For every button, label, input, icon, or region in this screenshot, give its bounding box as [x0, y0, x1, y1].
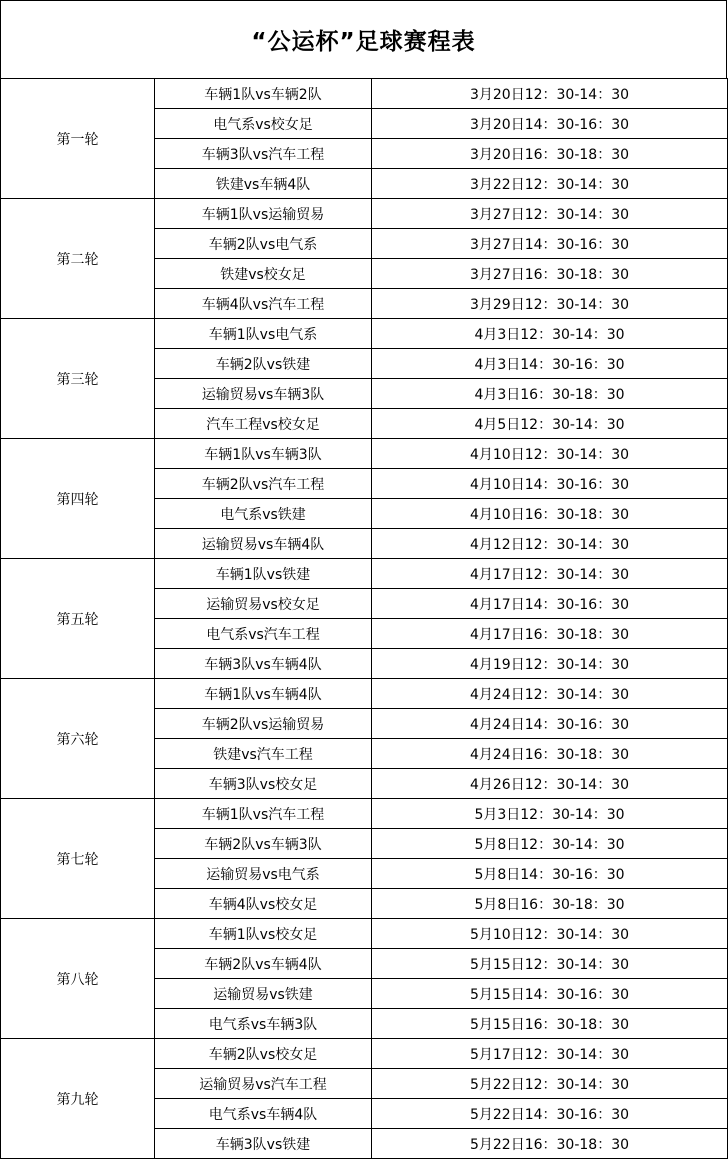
- match-teams: 运输贸易vs车辆3队: [155, 379, 372, 409]
- match-teams: 电气系vs车辆4队: [155, 1099, 372, 1129]
- match-teams: 车辆2队vs电气系: [155, 229, 372, 259]
- round-label: 第六轮: [1, 679, 155, 799]
- match-time: 4月24日16：30-18：30: [372, 739, 728, 769]
- match-teams: 铁建vs车辆4队: [155, 169, 372, 199]
- match-teams: 车辆3队vs铁建: [155, 1129, 372, 1159]
- match-teams: 铁建vs汽车工程: [155, 739, 372, 769]
- table-row: [1, 1039, 728, 1069]
- match-time: 5月22日16：30-18：30: [372, 1129, 728, 1159]
- match-teams: 车辆3队vs校女足: [155, 769, 372, 799]
- round-label: 第七轮: [1, 799, 155, 919]
- match-teams: 电气系vs汽车工程: [155, 619, 372, 649]
- match-teams: 车辆1队vs汽车工程: [155, 799, 372, 829]
- match-time: 5月3日12：30-14：30: [372, 799, 728, 829]
- table-row: [1, 199, 728, 229]
- match-teams: 车辆1队vs车辆2队: [155, 79, 372, 109]
- round-label: 第二轮: [1, 199, 155, 319]
- match-time: 4月17日16：30-18：30: [372, 619, 728, 649]
- match-time: 5月15日12：30-14：30: [372, 949, 728, 979]
- match-time: 5月10日12：30-14：30: [372, 919, 728, 949]
- match-teams: 电气系vs校女足: [155, 109, 372, 139]
- match-teams: 车辆2队vs车辆4队: [155, 949, 372, 979]
- round-label: 第八轮: [1, 919, 155, 1039]
- match-time: 5月15日14：30-16：30: [372, 979, 728, 1009]
- match-time: 4月10日14：30-16：30: [372, 469, 728, 499]
- match-time: 4月3日14：30-16：30: [372, 349, 728, 379]
- match-time: 3月22日12：30-14：30: [372, 169, 728, 199]
- match-teams: 车辆3队vs车辆4队: [155, 649, 372, 679]
- match-teams: 车辆3队vs汽车工程: [155, 139, 372, 169]
- match-teams: 运输贸易vs电气系: [155, 859, 372, 889]
- schedule-table: [0, 78, 728, 1159]
- match-teams: 运输贸易vs铁建: [155, 979, 372, 1009]
- match-teams: 车辆2队vs汽车工程: [155, 469, 372, 499]
- match-time: 4月24日14：30-16：30: [372, 709, 728, 739]
- match-teams: 运输贸易vs校女足: [155, 589, 372, 619]
- match-time: 4月17日14：30-16：30: [372, 589, 728, 619]
- match-time: 3月20日16：30-18：30: [372, 139, 728, 169]
- match-time: 4月12日12：30-14：30: [372, 529, 728, 559]
- match-time: 3月27日16：30-18：30: [372, 259, 728, 289]
- round-label: 第一轮: [1, 79, 155, 199]
- match-time: 5月17日12：30-14：30: [372, 1039, 728, 1069]
- round-label: 第三轮: [1, 319, 155, 439]
- match-teams: 车辆4队vs校女足: [155, 889, 372, 919]
- match-teams: 车辆2队vs运输贸易: [155, 709, 372, 739]
- match-time: 4月10日12：30-14：30: [372, 439, 728, 469]
- match-time: 5月22日14：30-16：30: [372, 1099, 728, 1129]
- match-teams: 车辆2队vs校女足: [155, 1039, 372, 1069]
- match-time: 4月5日12：30-14：30: [372, 409, 728, 439]
- match-teams: 车辆1队vs校女足: [155, 919, 372, 949]
- table-row: [1, 79, 728, 109]
- table-row: [1, 799, 728, 829]
- match-time: 3月20日12：30-14：30: [372, 79, 728, 109]
- match-teams: 车辆4队vs汽车工程: [155, 289, 372, 319]
- match-time: 4月3日16：30-18：30: [372, 379, 728, 409]
- match-teams: 电气系vs车辆3队: [155, 1009, 372, 1039]
- table-row: [1, 439, 728, 469]
- match-teams: 车辆1队vs车辆3队: [155, 439, 372, 469]
- match-time: 5月8日12：30-14：30: [372, 829, 728, 859]
- match-time: 3月20日14：30-16：30: [372, 109, 728, 139]
- match-time: 3月27日14：30-16：30: [372, 229, 728, 259]
- match-teams: 车辆1队vs运输贸易: [155, 199, 372, 229]
- page-title: “公运杯”足球赛程表: [0, 0, 727, 78]
- match-time: 4月10日16：30-18：30: [372, 499, 728, 529]
- round-label: 第九轮: [1, 1039, 155, 1159]
- match-time: 3月27日12：30-14：30: [372, 199, 728, 229]
- match-time: 4月19日12：30-14：30: [372, 649, 728, 679]
- match-teams: 运输贸易vs汽车工程: [155, 1069, 372, 1099]
- round-label: 第五轮: [1, 559, 155, 679]
- match-teams: 车辆1队vs车辆4队: [155, 679, 372, 709]
- round-label: 第四轮: [1, 439, 155, 559]
- match-time: 5月8日16：30-18：30: [372, 889, 728, 919]
- match-time: 4月24日12：30-14：30: [372, 679, 728, 709]
- match-teams: 电气系vs铁建: [155, 499, 372, 529]
- match-teams: 车辆2队vs车辆3队: [155, 829, 372, 859]
- match-time: 5月8日14：30-16：30: [372, 859, 728, 889]
- match-teams: 车辆1队vs电气系: [155, 319, 372, 349]
- match-teams: 运输贸易vs车辆4队: [155, 529, 372, 559]
- match-time: 4月3日12：30-14：30: [372, 319, 728, 349]
- match-time: 4月17日12：30-14：30: [372, 559, 728, 589]
- match-teams: 铁建vs校女足: [155, 259, 372, 289]
- table-row: [1, 319, 728, 349]
- match-time: 4月26日12：30-14：30: [372, 769, 728, 799]
- table-row: [1, 559, 728, 589]
- match-time: 3月29日12：30-14：30: [372, 289, 728, 319]
- table-row: [1, 919, 728, 949]
- match-teams: 车辆2队vs铁建: [155, 349, 372, 379]
- match-time: 5月15日16：30-18：30: [372, 1009, 728, 1039]
- table-row: [1, 679, 728, 709]
- schedule-body: [1, 79, 728, 1159]
- match-teams: 汽车工程vs校女足: [155, 409, 372, 439]
- match-teams: 车辆1队vs铁建: [155, 559, 372, 589]
- match-time: 5月22日12：30-14：30: [372, 1069, 728, 1099]
